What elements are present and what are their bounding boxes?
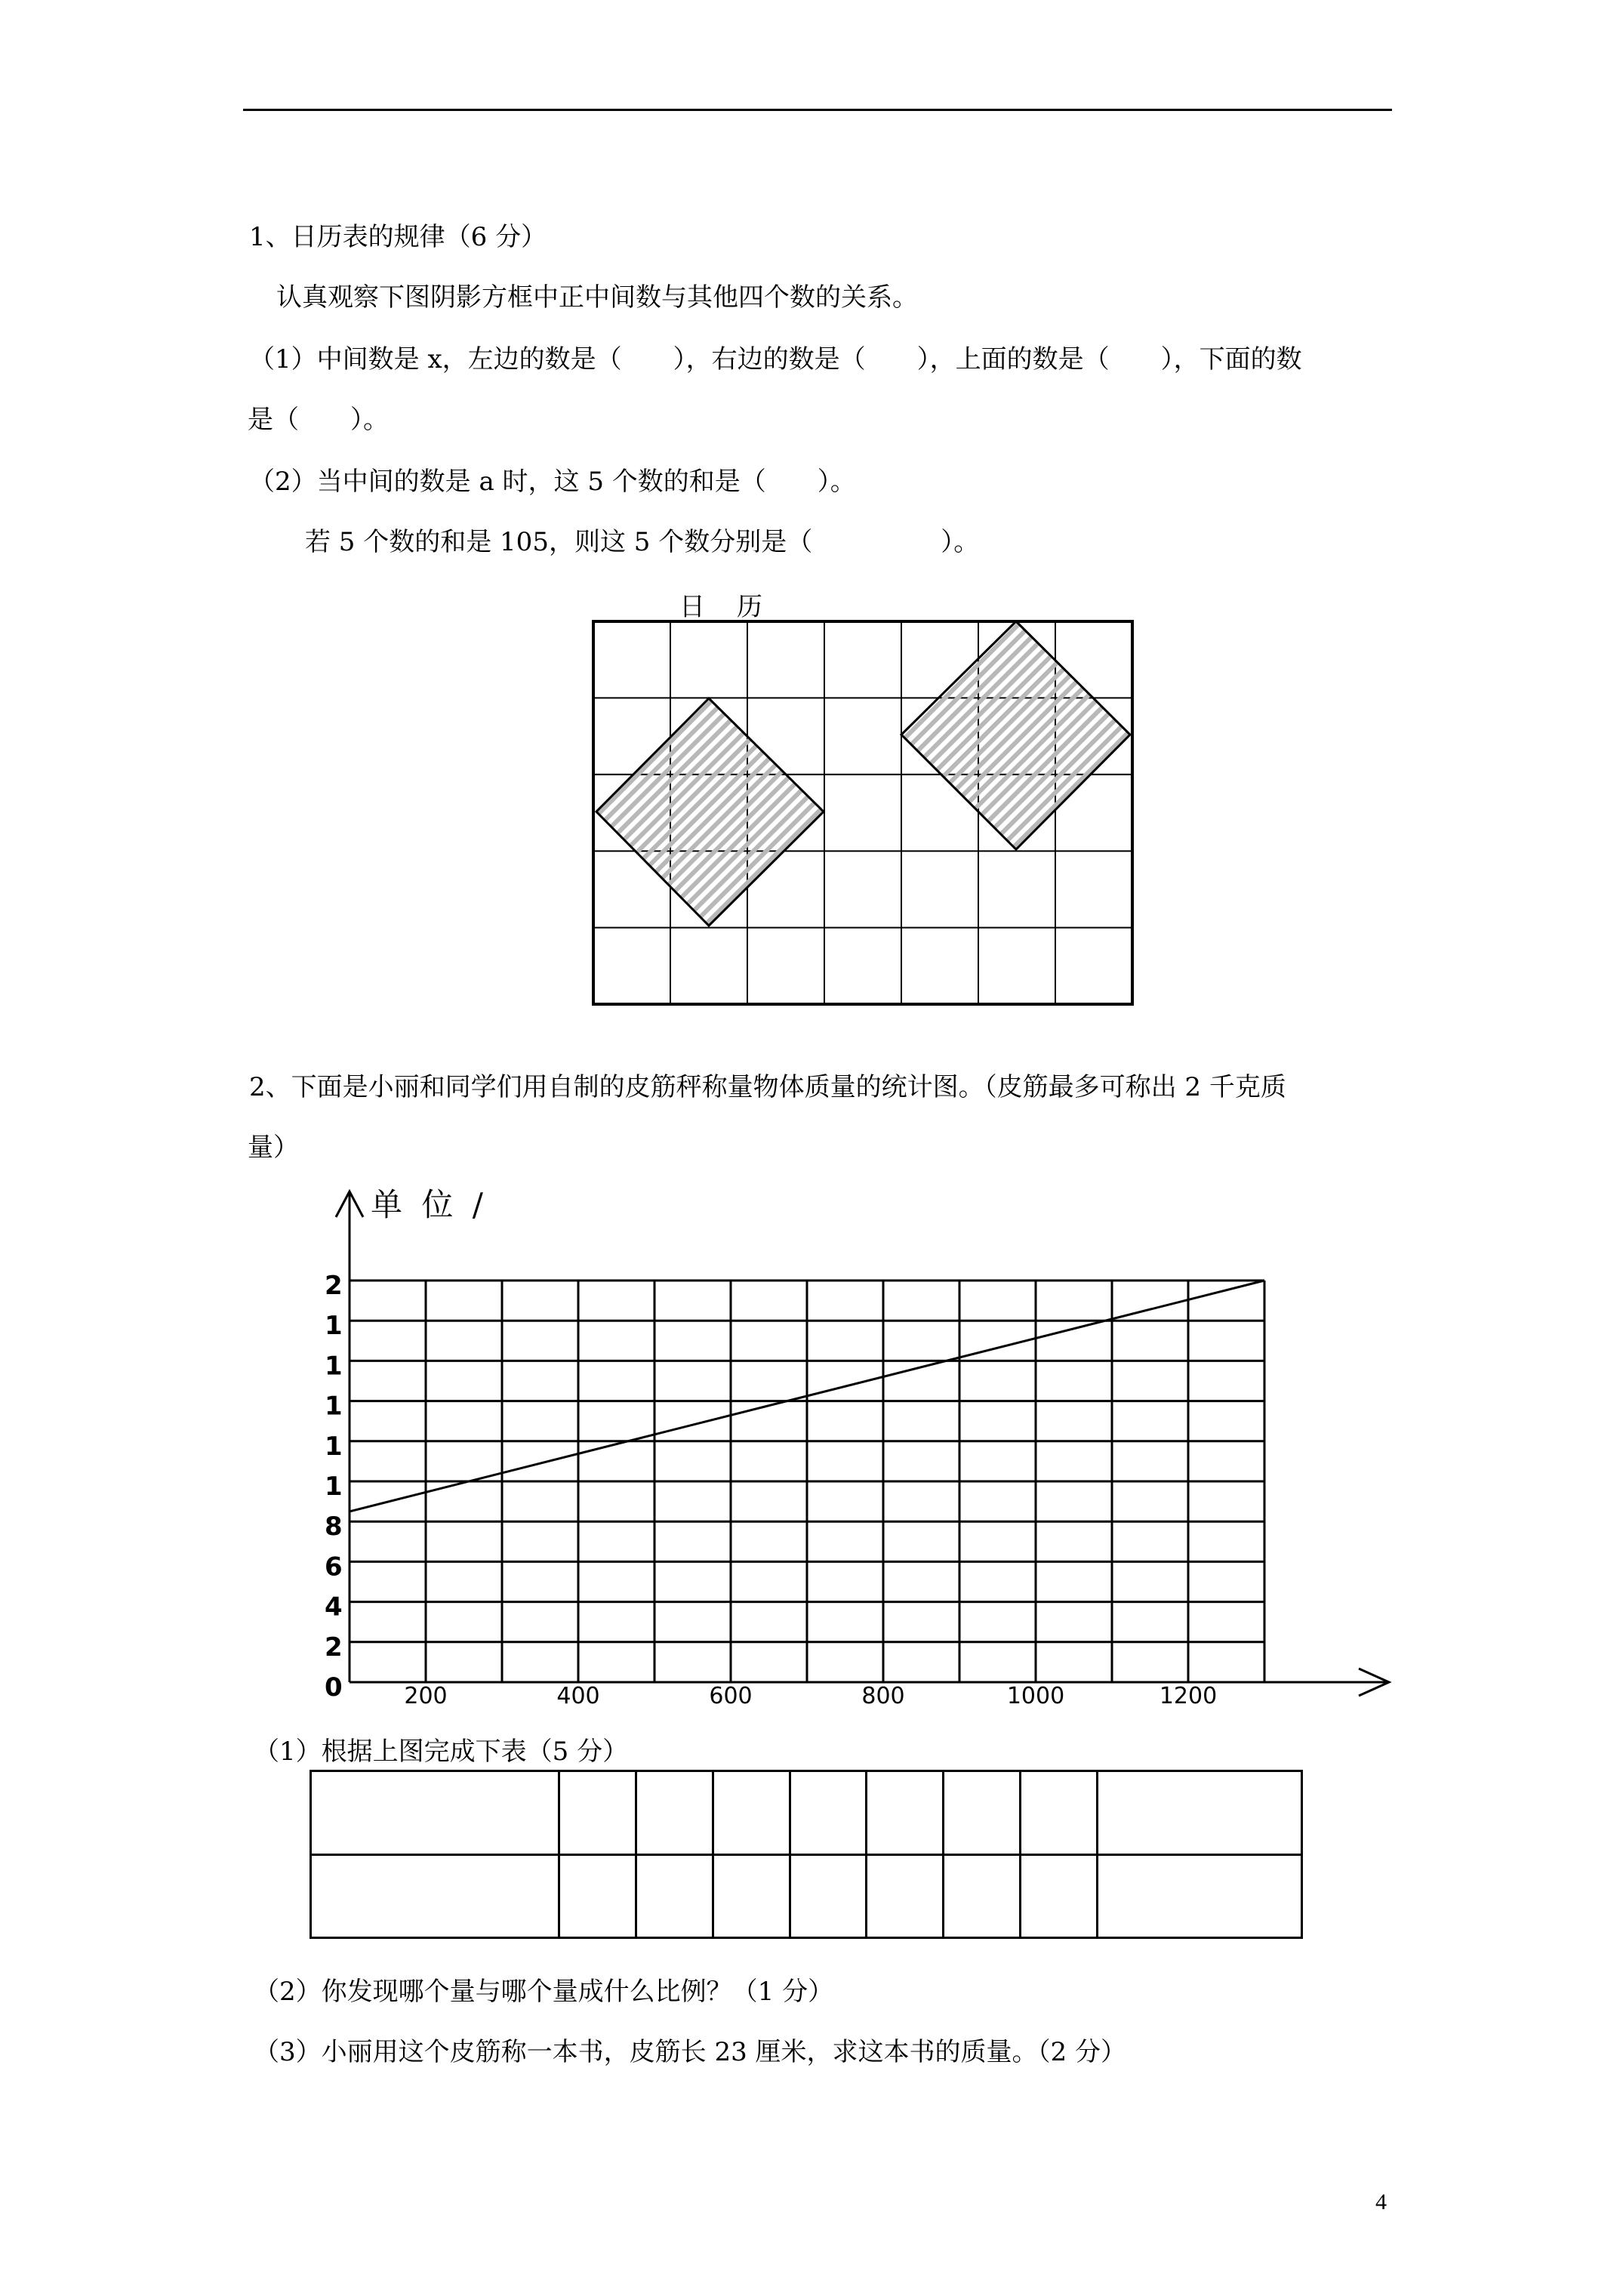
answer-table-cell[interactable] <box>790 1771 867 1855</box>
shaded-diamond-left <box>596 698 824 926</box>
x-tick-label: 1200 <box>1159 1683 1218 1709</box>
answer-table-cell[interactable] <box>311 1854 559 1938</box>
answer-table-row <box>311 1854 1302 1938</box>
q2-title-line1: 2、下面是小丽和同学们用自制的皮筋秤称量物体质量的统计图。（皮筋最多可称出 2 千克质 <box>249 1072 1286 1102</box>
answer-table-cell[interactable] <box>944 1771 1021 1855</box>
answer-table-cell[interactable] <box>636 1854 713 1938</box>
y-tick-label: 6 <box>325 1552 343 1583</box>
x-tick-label: 1000 <box>1006 1683 1065 1709</box>
answer-table-cell[interactable] <box>1097 1854 1301 1938</box>
q1-part2-line2: 若 5 个数的和是 105，则这 5 个数分别是（ ）。 <box>305 527 980 557</box>
answer-table-cell[interactable] <box>713 1854 790 1938</box>
x-tick-label: 400 <box>556 1683 600 1709</box>
answer-table-cell[interactable] <box>1020 1854 1097 1938</box>
rubber-band-chart <box>302 1178 1404 1721</box>
header-rule <box>243 109 1392 111</box>
y-axis-label: 单 位 / <box>371 1186 488 1223</box>
y-tick-label: 2 <box>325 1271 343 1301</box>
answer-table-cell[interactable] <box>867 1771 944 1855</box>
answer-table-cell[interactable] <box>867 1854 944 1938</box>
calendar-figure <box>589 615 1137 1008</box>
answer-table-row <box>311 1771 1302 1855</box>
answer-table-cell[interactable] <box>790 1854 867 1938</box>
y-tick-label: 1 <box>325 1472 343 1502</box>
q2-sub2: （2）你发现哪个量与哪个量成什么比例？（1 分） <box>254 1977 834 2007</box>
answer-table-cell[interactable] <box>1020 1771 1097 1855</box>
q1-title: 1、日历表的规律（6 分） <box>249 222 547 252</box>
y-tick-label: 8 <box>325 1512 343 1542</box>
x-tick-label: 200 <box>404 1683 448 1709</box>
q1-part1-line1: （1）中间数是 x，左边的数是（ ），右边的数是（ ），上面的数是（ ），下面的数 <box>249 344 1302 374</box>
y-tick-label: 2 <box>325 1632 343 1663</box>
answer-table-cell[interactable] <box>636 1771 713 1855</box>
q2-sub3: （3）小丽用这个皮筋称一本书，皮筋长 23 厘米，求这本书的质量。（2 分） <box>254 2037 1126 2067</box>
q1-intro: 认真观察下图阴影方框中正中间数与其他四个数的关系。 <box>276 282 918 313</box>
y-tick-label: 1 <box>325 1431 343 1462</box>
x-tick-label: 600 <box>709 1683 753 1709</box>
answer-table-cell[interactable] <box>1097 1771 1301 1855</box>
q1-part2-line1: （2）当中间的数是 a 时，这 5 个数的和是（ ）。 <box>249 467 856 497</box>
answer-table-cell[interactable] <box>559 1771 636 1855</box>
answer-table-cell[interactable] <box>311 1771 559 1855</box>
page-number: 4 <box>1375 2190 1387 2214</box>
q1-part1-line2: 是（ ）。 <box>248 405 389 435</box>
answer-table-cell[interactable] <box>559 1854 636 1938</box>
y-tick-label: 1 <box>325 1311 343 1342</box>
x-tick-label: 800 <box>861 1683 905 1709</box>
q2-title-line2: 量） <box>248 1133 299 1163</box>
y-tick-label: 1 <box>325 1391 343 1422</box>
shaded-diamond-right <box>901 621 1130 849</box>
calendar-title: 日 历 <box>679 592 765 622</box>
y-tick-label: 4 <box>325 1592 343 1623</box>
y-tick-label: 0 <box>325 1672 343 1703</box>
y-tick-label: 1 <box>325 1351 343 1382</box>
answer-table <box>310 1770 1303 1939</box>
answer-table-cell[interactable] <box>944 1854 1021 1938</box>
q2-sub1: （1）根据上图完成下表（5 分） <box>254 1737 629 1767</box>
answer-table-cell[interactable] <box>713 1771 790 1855</box>
